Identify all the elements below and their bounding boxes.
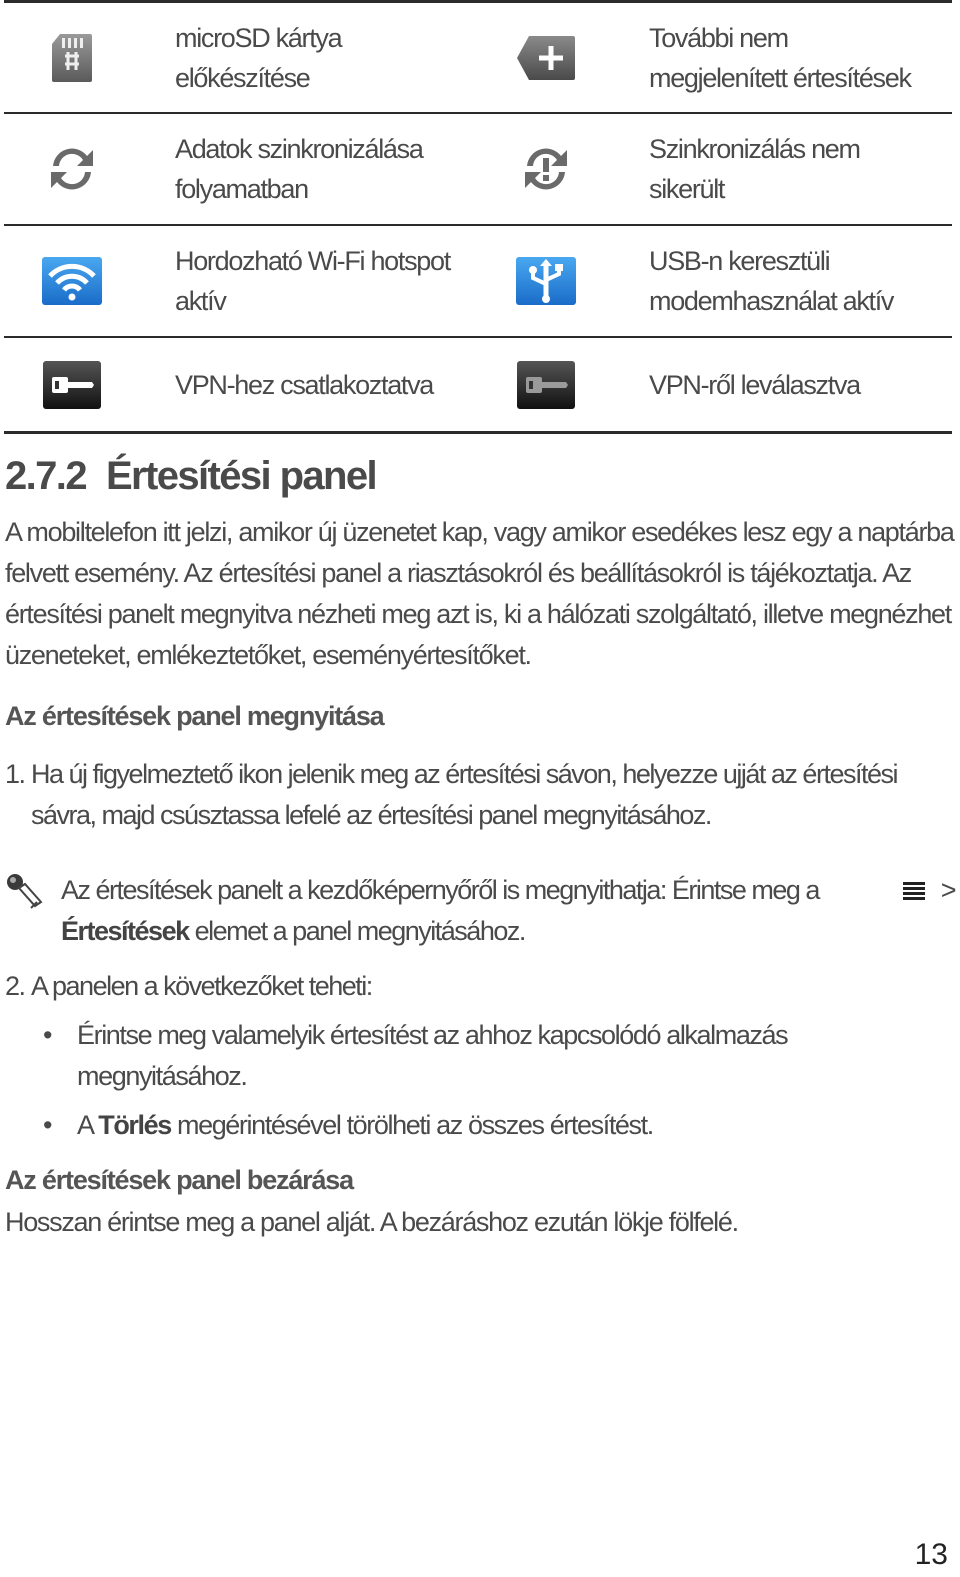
tip-rest: elemet a panel megnyitásához. <box>194 916 525 946</box>
cell-label: Adatok szinkronizálása folyamatban <box>175 134 423 204</box>
usb-tethering-icon <box>478 256 614 306</box>
table-cell <box>4 338 478 431</box>
bullet: • <box>43 1110 52 1140</box>
step-number: 1. <box>5 759 25 789</box>
page-number: 13 <box>914 1538 948 1571</box>
sync-error-icon <box>478 142 614 196</box>
table-row <box>4 114 952 226</box>
table-cell <box>478 3 952 112</box>
menu-icon <box>903 882 925 900</box>
table-row <box>4 338 952 434</box>
step-text: Ha új figyelmeztető ikon jelenik meg az értesítési sávon, helyezze ujját az értesítési sávra, majd csúsztassa lefelé az értesítési panel megnyitásához. <box>31 759 897 830</box>
sd-card-icon <box>4 32 140 84</box>
step-number: 2. <box>5 971 25 1001</box>
list-item-text: A Törlés megérintésével törölheti az összes értesítést. <box>77 1110 653 1140</box>
table-cell <box>4 3 478 112</box>
table-row <box>4 226 952 338</box>
table-cell <box>478 338 952 431</box>
tip-bold-label: Értesítések <box>61 916 189 946</box>
open-heading: Az értesítések panel megnyitása <box>5 701 384 731</box>
section-title-text: Értesítési panel <box>105 454 377 498</box>
tip-arrow: > <box>940 875 955 905</box>
tip-text: Az értesítések panelt a kezdőképernyőről is megnyithatja: Érintse meg a <box>61 875 819 905</box>
cell-label: További nem megjelenített értesítések <box>649 22 911 93</box>
list-item <box>5 1105 955 1146</box>
sync-icon <box>4 142 140 196</box>
table-cell <box>478 226 952 336</box>
vpn-connected-icon <box>4 360 140 410</box>
more-notifications-icon <box>478 34 614 82</box>
wifi-hotspot-icon <box>4 256 140 306</box>
section-content <box>5 448 955 1243</box>
section-number: 2.7.2 <box>5 454 86 498</box>
table-cell <box>478 114 952 224</box>
step-text: A panelen a következőket teheti: <box>31 971 372 1001</box>
table-cell <box>4 226 478 336</box>
step-1 <box>5 754 955 836</box>
list-item-text: Érintse meg valamelyik értesítést az ahhoz kapcsolódó alkalmazás megnyitásához. <box>77 1020 788 1091</box>
bullet: • <box>43 1020 52 1050</box>
notification-icon-table <box>4 0 952 434</box>
table-cell <box>4 114 478 224</box>
bullet-list <box>5 1015 955 1146</box>
close-paragraph: Hosszan érintse meg a panel alját. A bezáráshoz ezután lökje fölfelé. <box>5 1207 738 1237</box>
section-title <box>5 448 955 504</box>
tip-body <box>61 870 955 952</box>
vpn-disconnected-icon <box>478 360 614 410</box>
delete-label: Törlés <box>98 1110 171 1140</box>
tip-icon <box>5 870 61 952</box>
cell-label: Szinkronizálás nem sikerült <box>649 134 860 204</box>
table-row <box>4 0 952 114</box>
list-item <box>5 1015 955 1097</box>
cell-label: USB-n keresztüli modemhasználat aktív <box>649 246 894 316</box>
cell-label: VPN-ről leválasztva <box>649 369 860 400</box>
tip-note <box>5 870 955 952</box>
cell-label: VPN-hez csatlakoztatva <box>175 369 434 400</box>
close-heading: Az értesítések panel bezárása <box>5 1165 353 1195</box>
step-2 <box>5 966 955 1007</box>
intro-paragraph: A mobiltelefon itt jelzi, amikor új üzenetet kap, vagy amikor esedékes lesz egy a naptárba felvett esemény. Az értesítési panel a riasztásokról és beállításokról is tájékoztatja. Az értesítési panelt megnyitva nézheti meg azt is, ki a hálózati szolgáltató, illetve megnézhet üzeneteket, emlékeztetőket, eseményértesítőket. <box>5 517 954 670</box>
cell-label: Hordozható Wi-Fi hotspot aktív <box>175 246 450 316</box>
cell-label: microSD kártya előkészítése <box>175 22 342 93</box>
